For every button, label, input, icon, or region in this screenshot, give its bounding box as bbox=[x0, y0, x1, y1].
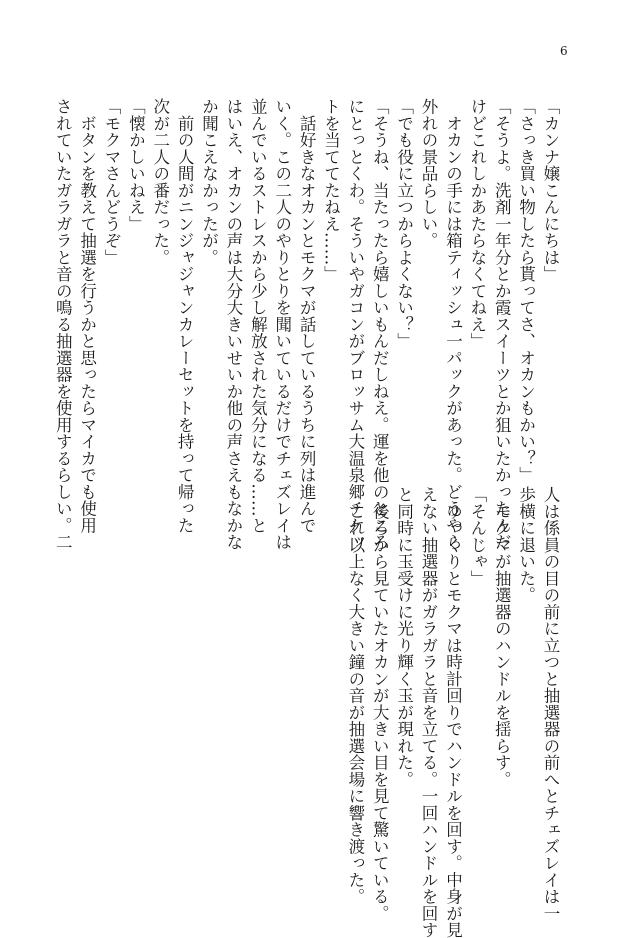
text-line: されていたガラガラと音の鳴る抽選器を使用するらしい。二 bbox=[53, 98, 73, 551]
text-line: 「そうよ。洗剤一年分とか霞スイーツとか狙いたかったんだ bbox=[492, 98, 512, 551]
text-line: にとっとくわ。そういやガコンがブロッサム大温泉郷チケッ bbox=[345, 98, 365, 551]
text-line: 「でも役に立つからよくない？」 bbox=[394, 98, 414, 350]
text-line: か聞こえなかったが。 bbox=[199, 98, 219, 266]
text-line: 「さっき買い物したら貰ってさ、オカンもかい？」 bbox=[516, 98, 536, 484]
text-line: はいえ、オカンの声は大分大きいせいか他の声さえもなかな bbox=[223, 98, 243, 551]
text-line: 人は係員の目の前に立つと抽選器の前へとチェズレイは一 bbox=[541, 486, 560, 922]
text-line: 「そんじゃ」 bbox=[467, 486, 487, 587]
lower-text-block bbox=[345, 486, 560, 938]
text-line: 並んでいるストレスから少し解放された気分になる……と bbox=[248, 98, 268, 534]
text-line: 「懐かしいねえ」 bbox=[126, 98, 146, 232]
text-line: 後ろから見ていたオカンが大きい目を見て驚いている。 bbox=[370, 486, 390, 922]
text-line: 「そうね、当たったら嬉しいもんだしねえ。運を他のところ bbox=[370, 98, 390, 551]
text-line: と同時に玉受けに光り輝く玉が現れた。 bbox=[394, 486, 414, 788]
text-line: 「モクマさんどうぞ」 bbox=[101, 98, 121, 266]
text-line: トを当ててたねえ……」 bbox=[321, 98, 341, 283]
text-line: ボタンを教えて抽選を行うかと思ったらマイカでも使用 bbox=[77, 98, 97, 534]
text-line: 「カンナ嬢こんにちは」 bbox=[541, 98, 560, 283]
text-line: オカンの手には箱ティッシュ一パックがあった。どうやら bbox=[443, 98, 463, 551]
text-line: 歩横に退いた。 bbox=[516, 486, 536, 604]
text-line: これ以上なく大きい鐘の音が抽選会場に響き渡った。 bbox=[345, 486, 365, 905]
text-line: 話好きなオカンとモクマが話しているうちに列は進んで bbox=[297, 98, 317, 534]
text-line: 次が二人の番だった。 bbox=[150, 98, 170, 266]
text-line: 前の人間がニンジャジャンカレーセットを持って帰った bbox=[175, 98, 195, 534]
text-line: ゆっくりとモクマは時計回りでハンドルを回す。中身が見 bbox=[443, 486, 463, 938]
text-line: 外れの景品らしい。 bbox=[419, 98, 439, 249]
text-line: けどこれしかあたらなくてねえ」 bbox=[467, 98, 487, 350]
text-line: えない抽選器がガラガラと音を立てる。一回ハンドルを回す bbox=[419, 486, 439, 938]
text-line: いく。この二人のやりとりを聞いているだけでチェズレイは bbox=[272, 98, 292, 551]
page-number: 6 bbox=[560, 44, 568, 58]
text-line: モクマが抽選器のハンドルを揺らす。 bbox=[492, 486, 512, 788]
